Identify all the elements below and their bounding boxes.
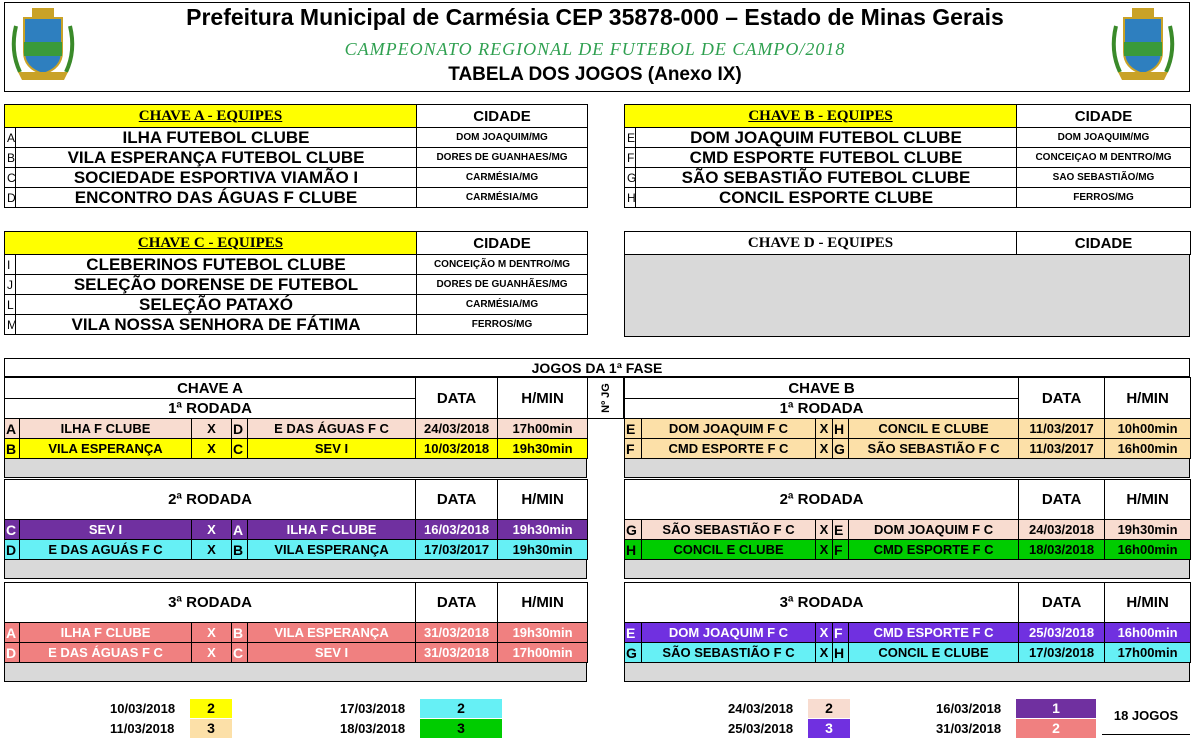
match-time: 19h30min <box>498 540 588 560</box>
team-letter: A <box>5 128 16 148</box>
team-name: SELEÇÃO DORENSE DE FUTEBOL <box>16 275 417 295</box>
match-date: 16/03/2018 <box>416 520 498 540</box>
team-letter: H <box>625 188 636 208</box>
away-team: SÃO SEBASTIÃO F C <box>849 439 1019 459</box>
team-name: CLEBERINOS FUTEBOL CLUBE <box>16 255 417 275</box>
versus: X <box>816 643 833 663</box>
match-time: 17h00min <box>498 643 588 663</box>
away-team: ILHA F CLUBE <box>248 520 416 540</box>
away-letter: F <box>833 540 849 560</box>
date-header: DATA <box>416 583 498 623</box>
round-spacer <box>4 458 587 478</box>
match-time: 19h30min <box>498 439 588 459</box>
phase-title: JOGOS DA 1ª FASE <box>4 358 1190 377</box>
jg-label: Nº JG <box>599 383 612 413</box>
home-team: DOM JOAQUIM F C <box>642 419 816 439</box>
team-name: CONCIL ESPORTE CLUBE <box>636 188 1017 208</box>
team-name: SELEÇÃO PATAXÓ <box>16 295 417 315</box>
team-row <box>5 275 588 295</box>
round-spacer <box>624 662 1190 682</box>
away-letter: A <box>232 520 248 540</box>
team-name: DOM JOAQUIM FUTEBOL CLUBE <box>636 128 1017 148</box>
legend-count: 2 <box>420 699 502 718</box>
away-team: E DAS ÁGUAS F C <box>248 419 416 439</box>
away-team: DOM JOAQUIM F C <box>849 520 1019 540</box>
team-row <box>5 168 588 188</box>
group-a-city-header: CIDADE <box>417 105 588 128</box>
away-team: CONCIL E CLUBE <box>849 643 1019 663</box>
away-team: CMD ESPORTE F C <box>849 623 1019 643</box>
away-team: CONCIL E CLUBE <box>849 419 1019 439</box>
team-row <box>625 128 1191 148</box>
team-row <box>5 295 588 315</box>
match-time: 19h30min <box>1105 520 1191 540</box>
away-team: SEV I <box>248 643 416 663</box>
match-row <box>5 623 588 643</box>
home-team: VILA ESPERANÇA <box>20 439 192 459</box>
team-name: SÃO SEBASTIÃO FUTEBOL CLUBE <box>636 168 1017 188</box>
team-city: CARMÉSIA/MG <box>417 168 588 188</box>
match-row <box>5 540 588 560</box>
left-crest-icon <box>8 6 78 89</box>
match-time: 17h00min <box>498 419 588 439</box>
team-row <box>625 148 1191 168</box>
round-2-table <box>624 479 1191 560</box>
home-team: SÃO SEBASTIÃO F C <box>642 520 816 540</box>
match-date: 10/03/2018 <box>416 439 498 459</box>
team-row <box>5 188 588 208</box>
round-label: 3ª RODADA <box>625 583 1019 623</box>
match-time: 16h00min <box>1105 439 1191 459</box>
group-b-title: CHAVE B - EQUIPES <box>625 105 1017 128</box>
group-b-city-header: CIDADE <box>1017 105 1191 128</box>
team-row <box>5 128 588 148</box>
home-team: E DAS ÁGUAS F C <box>20 643 192 663</box>
versus: X <box>192 643 232 663</box>
round-1-table <box>624 377 1191 459</box>
home-team: SEV I <box>20 520 192 540</box>
home-letter: A <box>5 419 20 439</box>
versus: X <box>192 520 232 540</box>
home-letter: G <box>625 520 642 540</box>
legend-date: 24/03/2018 <box>728 701 794 716</box>
match-row <box>5 520 588 540</box>
away-letter: B <box>232 623 248 643</box>
match-date: 31/03/2018 <box>416 643 498 663</box>
legend-count: 2 <box>1016 719 1096 738</box>
match-row <box>625 520 1191 540</box>
hmin-header: H/MIN <box>498 583 588 623</box>
team-city: DORES DE GUANHÃES/MG <box>417 275 588 295</box>
match-date: 18/03/2018 <box>1019 540 1105 560</box>
team-city: CONCEIÇÃO M DENTRO/MG <box>417 255 588 275</box>
versus: X <box>192 439 232 459</box>
group-d-table <box>624 231 1191 255</box>
chave-label: CHAVE B <box>625 378 1019 399</box>
match-date: 11/03/2017 <box>1019 439 1105 459</box>
team-city: CONCEIÇAO M DENTRO/MG <box>1017 148 1191 168</box>
away-letter: C <box>232 643 248 663</box>
round-label: 2ª RODADA <box>5 480 416 520</box>
match-date: 24/03/2018 <box>416 419 498 439</box>
team-letter: M <box>5 315 16 335</box>
away-letter: B <box>232 540 248 560</box>
home-team: DOM JOAQUIM F C <box>642 623 816 643</box>
match-date: 31/03/2018 <box>416 623 498 643</box>
away-letter: E <box>833 520 849 540</box>
legend-date: 18/03/2018 <box>340 721 406 736</box>
total-underline <box>1102 734 1190 735</box>
match-row <box>5 643 588 663</box>
group-a-title: CHAVE A - EQUIPES <box>5 105 417 128</box>
match-row <box>625 643 1191 663</box>
team-name: ILHA FUTEBOL CLUBE <box>16 128 417 148</box>
group-b-table <box>624 104 1191 208</box>
group-a-table <box>4 104 588 208</box>
group-c-city-header: CIDADE <box>417 232 588 255</box>
legend-date: 31/03/2018 <box>936 721 1002 736</box>
team-city: FERROS/MG <box>417 315 588 335</box>
away-team: VILA ESPERANÇA <box>248 540 416 560</box>
hmin-header: H/MIN <box>1105 378 1191 419</box>
legend-date: 17/03/2018 <box>340 701 406 716</box>
away-team: VILA ESPERANÇA <box>248 623 416 643</box>
match-time: 10h00min <box>1105 419 1191 439</box>
hmin-header: H/MIN <box>1105 480 1191 520</box>
legend-count: 3 <box>420 719 502 738</box>
match-time: 16h00min <box>1105 623 1191 643</box>
team-row <box>5 148 588 168</box>
date-header: DATA <box>1019 480 1105 520</box>
games-table-title: TABELA DOS JOGOS (Anexo IX) <box>448 64 742 85</box>
team-row <box>5 255 588 275</box>
versus: X <box>816 623 833 643</box>
away-team: SEV I <box>248 439 416 459</box>
versus: X <box>816 540 833 560</box>
team-name: SOCIEDADE ESPORTIVA VIAMÃO I <box>16 168 417 188</box>
away-letter: D <box>232 419 248 439</box>
home-letter: A <box>5 623 20 643</box>
match-row <box>5 439 588 459</box>
away-letter: H <box>833 643 849 663</box>
team-row <box>625 188 1191 208</box>
hmin-header: H/MIN <box>498 378 588 419</box>
team-city: DORES DE GUANHAES/MG <box>417 148 588 168</box>
away-team: CMD ESPORTE F C <box>849 540 1019 560</box>
home-team: ILHA F CLUBE <box>20 419 192 439</box>
right-crest-icon <box>1108 6 1178 89</box>
versus: X <box>192 540 232 560</box>
legend-date: 11/03/2018 <box>110 721 175 736</box>
round-spacer <box>624 559 1190 579</box>
versus: X <box>816 520 833 540</box>
round-2-table <box>4 479 588 560</box>
match-time: 17h00min <box>1105 643 1191 663</box>
match-date: 17/03/2018 <box>1019 643 1105 663</box>
versus: X <box>192 419 232 439</box>
group-d-title: CHAVE D - EQUIPES <box>625 232 1017 255</box>
match-time: 19h30min <box>498 623 588 643</box>
legend-date: 25/03/2018 <box>728 721 794 736</box>
home-letter: B <box>5 439 20 459</box>
away-letter: F <box>833 623 849 643</box>
team-city: CARMÉSIA/MG <box>417 295 588 315</box>
team-letter: D <box>5 188 16 208</box>
round-label: 1ª RODADA <box>625 399 1019 419</box>
group-c-table <box>4 231 588 335</box>
team-name: VILA ESPERANÇA FUTEBOL CLUBE <box>16 148 417 168</box>
date-header: DATA <box>416 480 498 520</box>
match-row <box>5 419 588 439</box>
team-letter: F <box>625 148 636 168</box>
group-d-empty-area <box>624 254 1190 337</box>
date-header: DATA <box>416 378 498 419</box>
team-row <box>5 315 588 335</box>
home-team: E DAS AGUÁS F C <box>20 540 192 560</box>
versus: X <box>192 623 232 643</box>
versus: X <box>816 419 833 439</box>
hmin-header: H/MIN <box>498 480 588 520</box>
team-name: ENCONTRO DAS ÁGUAS F CLUBE <box>16 188 417 208</box>
home-letter: D <box>5 643 20 663</box>
home-letter: D <box>5 540 20 560</box>
away-letter: C <box>232 439 248 459</box>
hmin-header: H/MIN <box>1105 583 1191 623</box>
home-letter: E <box>625 623 642 643</box>
team-city: FERROS/MG <box>1017 188 1191 208</box>
round-1-table <box>4 377 588 459</box>
team-letter: C <box>5 168 16 188</box>
match-row <box>625 439 1191 459</box>
team-letter: L <box>5 295 16 315</box>
home-letter: H <box>625 540 642 560</box>
home-team: SÃO SEBASTIÃO F C <box>642 643 816 663</box>
team-city: SAO SEBASTIÃO/MG <box>1017 168 1191 188</box>
away-letter: H <box>833 419 849 439</box>
match-time: 19h30min <box>498 520 588 540</box>
home-team: CONCIL E CLUBE <box>642 540 816 560</box>
home-letter: E <box>625 419 642 439</box>
team-letter: J <box>5 275 16 295</box>
legend-count: 3 <box>808 719 850 738</box>
legend-count: 2 <box>190 699 232 718</box>
date-header: DATA <box>1019 378 1105 419</box>
championship-title: CAMPEONATO REGIONAL DE FUTEBOL DE CAMPO/2018 <box>344 39 846 59</box>
legend-count: 1 <box>1016 699 1096 718</box>
home-letter: C <box>5 520 20 540</box>
team-letter: G <box>625 168 636 188</box>
jg-column-label <box>587 377 624 419</box>
match-date: 17/03/2017 <box>416 540 498 560</box>
round-spacer <box>4 662 587 682</box>
round-label: 1ª RODADA <box>5 399 416 419</box>
round-spacer <box>624 458 1190 478</box>
match-row <box>625 419 1191 439</box>
home-team: CMD ESPORTE F C <box>642 439 816 459</box>
team-city: DOM JOAQUIM/MG <box>1017 128 1191 148</box>
legend-count: 2 <box>808 699 850 718</box>
group-c-title: CHAVE C - EQUIPES <box>5 232 417 255</box>
round-label: 3ª RODADA <box>5 583 416 623</box>
round-3-table <box>624 582 1191 663</box>
chave-label: CHAVE A <box>5 378 416 399</box>
legend-count: 3 <box>190 719 232 738</box>
round-3-table <box>4 582 588 663</box>
team-name: VILA NOSSA SENHORA DE FÁTIMA <box>16 315 417 335</box>
date-header: DATA <box>1019 583 1105 623</box>
match-time: 16h00min <box>1105 540 1191 560</box>
match-row <box>625 540 1191 560</box>
match-date: 11/03/2017 <box>1019 419 1105 439</box>
team-name: CMD ESPORTE FUTEBOL CLUBE <box>636 148 1017 168</box>
home-letter: F <box>625 439 642 459</box>
team-letter: I <box>5 255 16 275</box>
team-city: CARMÉSIA/MG <box>417 188 588 208</box>
home-letter: G <box>625 643 642 663</box>
home-team: ILHA F CLUBE <box>20 623 192 643</box>
match-date: 25/03/2018 <box>1019 623 1105 643</box>
legend-date: 16/03/2018 <box>936 701 1002 716</box>
team-city: DOM JOAQUIM/MG <box>417 128 588 148</box>
round-spacer <box>4 559 587 579</box>
away-letter: G <box>833 439 849 459</box>
match-date: 24/03/2018 <box>1019 520 1105 540</box>
legend-date: 10/03/2018 <box>110 701 176 716</box>
versus: X <box>816 439 833 459</box>
team-letter: E <box>625 128 636 148</box>
prefeitura-title: Prefeitura Municipal de Carmésia CEP 35878-000 – Estado de Minas Gerais <box>186 4 1004 30</box>
team-letter: B <box>5 148 16 168</box>
group-d-city-header: CIDADE <box>1017 232 1191 255</box>
round-label: 2ª RODADA <box>625 480 1019 520</box>
team-row <box>625 168 1191 188</box>
match-row <box>625 623 1191 643</box>
total-games: 18 JOGOS <box>1113 708 1179 723</box>
